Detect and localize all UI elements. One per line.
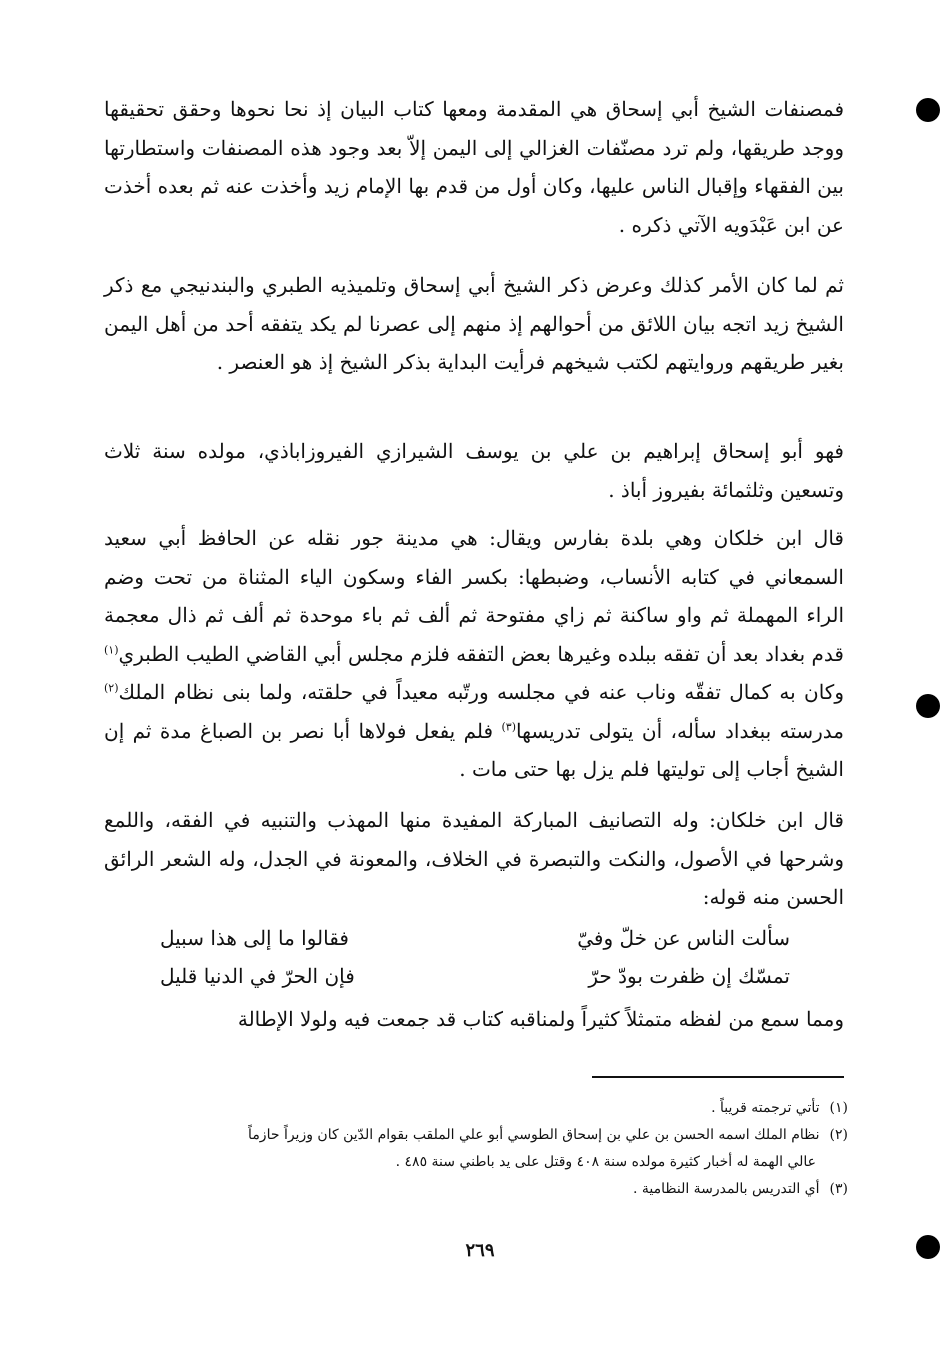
paragraph-students: ثم لما كان الأمر كذلك وعرض ذكر الشيخ أبي إسحاق وتلميذيه الطبري والبندنيجي مع ذكر الشيخ زيد اتجه بيان اللائق من أحوالهم إذ منهم إلى عصرنا لم يكد يتفقه أحد من أهل اليمن بغير طريقهم وروايتهم لكتب شيخهم فرأيت البداية بذكر الشيخ إذ هو العنصر .: [104, 273, 844, 374]
footnote-reference: (٢): [104, 681, 119, 695]
paragraph-text: مدرسته ببغداد سأله، أن يتولى تدريسها: [516, 718, 844, 743]
footnote-separator: [592, 1076, 844, 1078]
margin-punch-hole: [916, 98, 940, 122]
paragraph-biography: فهو أبو إسحاق إبراهيم بن علي بن يوسف الشيرازي الفيروزاباذي، مولده سنة ثلاث وتسعين وثلثمائة بفيروز أباذ .: [104, 439, 844, 502]
footnote-text: نظام الملك اسمه الحسن بن علي بن إسحاق الطوسي أبو علي الملقب بقوام الدّين كان وزيراً حازماً: [248, 1127, 820, 1143]
footnote-text: تأتي ترجمته قريباً .: [711, 1100, 820, 1116]
footnote: [96, 1122, 848, 1149]
footnotes: [96, 1095, 848, 1203]
footnote-reference: (٣): [501, 719, 517, 733]
paragraph-text: وكان به كمال تفقّه وناب عنه في مجلسه ورتّبه معيداً في حلقته، ولما بنى نظام الملك: [118, 680, 844, 704]
poem-verse: [160, 926, 790, 960]
poem-first-hemistich: تمسّك إن ظفرت بودّ حرّ: [588, 964, 790, 988]
poem-first-hemistich: سألت الناس عن خلّ وفيّ: [577, 926, 790, 950]
footnote: [96, 1095, 848, 1122]
footnote-text: أي التدريس بالمدرسة النظامية .: [632, 1181, 820, 1197]
paragraph-ibn-khallikan: [104, 519, 844, 789]
footnote-number: (٣): [829, 1181, 848, 1197]
paragraph-closing: ومما سمع من لفظه متمثلاً كثيراً ولمناقبه كتاب قد جمعت فيه ولولا الإطالة: [237, 1007, 844, 1031]
paragraph-text: فلم يفعل فولاها أبا نصر بن الصباغ مدة ثم إن الشيخ أجاب إلى توليتها فلم يزل بها حتى مات .: [104, 718, 844, 781]
footnote-number: (٢): [829, 1127, 848, 1143]
poem-verse: [160, 964, 790, 998]
paragraph-text: قال ابن خلكان وهي بلدة بفارس ويقال: هي مدينة جور نقله عن الحافظ أبي سعيد السمعاني في كتابه الأنساب، وضبطها: بكسر الفاء وسكون الياء المثناة من تحت وضم الراء المهملة ثم واو ساكنة ثم زاي مفتوحة ثم ألف ثم باء موحدة ثم ألف ثم ذال معجمة قدم بغداد بعد أن تفقه ببلده وغيرها بعض التفقه فلزم مجلس أبي القاضي الطيب الطبري: [104, 526, 844, 666]
margin-punch-hole: [916, 1235, 940, 1259]
paragraph-works: قال ابن خلكان: وله التصانيف المباركة المفيدة منها المهذب والتنبيه في الفقه، واللمع وشرحها في الأصول، والنكت والتبصرة في الخلاف، والمعونة في الجدل، وله الشعر الرائق الحسن منه قوله:: [104, 808, 844, 909]
footnote-reference: (١): [104, 642, 119, 656]
footnote-continuation: عالي الهمة له أخبار كثيرة مولده سنة ٤٠٨ وقتل على يد باطني سنة ٤٨٥ .: [395, 1154, 816, 1170]
poem-second-hemistich: فإن الحرّ في الدنيا قليل: [160, 964, 355, 988]
paragraph-musannafat: فمصنفات الشيخ أبي إسحاق هي المقدمة ومعها كتاب البيان إذ نحا نحوها وحقق تحقيقها ووجد طريقها، ولم ترد مصنّفات الغزالي إلى اليمن إلاّ بعد وجود هذه المصنفات واستطارتها بين الفقهاء وإقبال الناس عليها، وكان أول من قدم بها الإمام زيد وأخذت عنه ثم بعده أخذت عن ابن عَبْدَويه الآتي ذكره .: [104, 97, 845, 237]
poem-second-hemistich: فقالوا ما إلى هذا سبيل: [160, 926, 349, 950]
page-number: ٢٦٩: [465, 1240, 495, 1261]
margin-punch-hole: [916, 694, 940, 718]
footnote: [96, 1176, 848, 1203]
footnote-number: (١): [829, 1100, 848, 1116]
